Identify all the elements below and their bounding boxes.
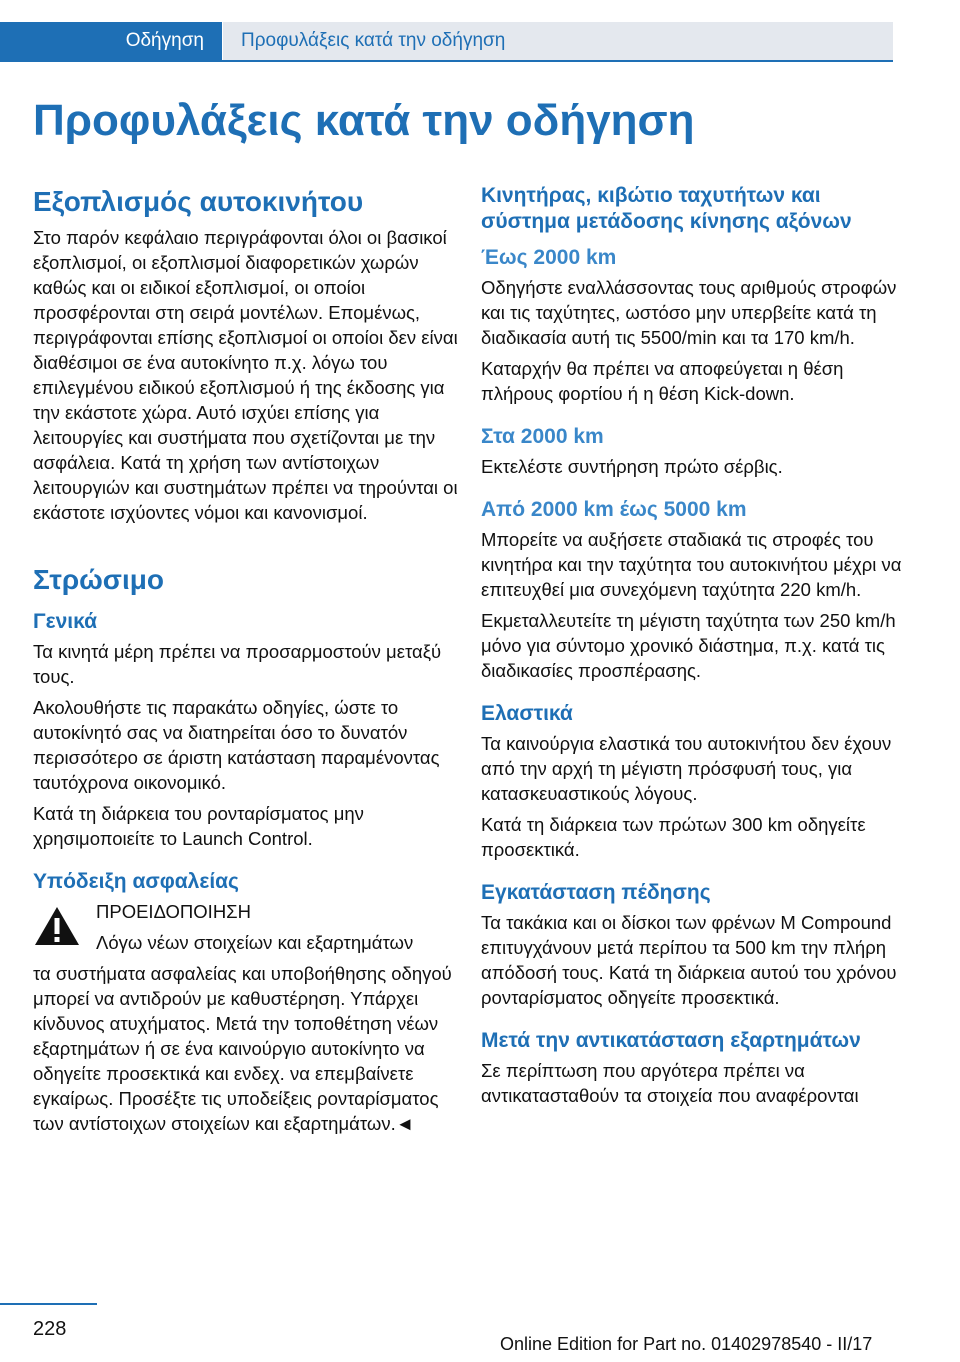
breakin-p3: Κατά τη διάρκεια του ρονταρίσματος μην χρησιμοποιείτε το Launch Control. — [33, 803, 364, 849]
warning-first-line: Λόγω νέων στοιχείων και εξαρτημάτων — [96, 932, 414, 953]
page-number: 228 — [33, 1318, 67, 1340]
breakin-heading: Στρώσιμο — [33, 564, 164, 595]
replacement-heading: Μετά την αντικατάσταση εξαρτημάτων — [481, 1029, 861, 1052]
tires-p2: Κατά τη διάρκεια των πρώτων 300 km οδηγείτε προσεκτικά. — [481, 814, 866, 860]
section-tabbar — [0, 22, 893, 60]
equipment-heading: Εξοπλισμός αυτοκινήτου — [33, 186, 364, 217]
engine-sub1: Έως 2000 km — [481, 246, 617, 269]
page-title: Προφυλάξεις κατά την οδήγηση — [33, 96, 695, 145]
tires-heading: Ελαστικά — [481, 702, 573, 725]
breakin-p1: Τα κινητά μέρη πρέπει να προσαρμοστούν μεταξύ τους. — [33, 641, 442, 687]
tab-chapter[interactable] — [0, 22, 222, 60]
right-column — [481, 183, 911, 1114]
equipment-text: Στο παρόν κεφάλαιο περιγράφονται όλοι οι βασικοί εξοπλισμοί, οι εξοπλισμοί διαφορετικών χωρών καθώς και οι ειδικοί εξοπλισμοί, οι οποίοι προσφέρονται στη σειρά μοντέλων. Επομένως, περιγράφονται επίσης εξοπλισμοί οι οποίοι δεν είναι διαθέσιμοι σε ένα αυτοκίνητο π.χ. λόγω του επιλεγμένου ειδικού εξοπλισμού ή της έκδοσης για την εκάστοτε χώρα. Αυτό ισχύει επίσης για λειτουργίες και συστήματα που σχετίζονται με την ασφάλεια. Κατά τη χρήση των αντίστοιχων λειτουργιών και συστημάτων πρέπει να τηρούνται οι εκάστοτε ισχύοντες νόμοι και κανονισμοί. — [33, 227, 458, 523]
header-rule — [0, 60, 893, 62]
engine-sub2-p1: Εκτελέστε συντήρηση πρώτο σέρβις. — [481, 456, 783, 477]
tires-p1: Τα καινούργια ελαστικά του αυτοκινήτου δεν έχουν από την αρχή τη μέγιστη πρόσφυσή τους, για κατασκευαστικούς λόγους. — [481, 733, 892, 804]
replacement-p1: Σε περίπτωση που αργότερα πρέπει να αντικατασταθούν τα στοιχεία που αναφέρονται — [481, 1060, 859, 1106]
warning-triangle-icon — [33, 905, 81, 947]
engine-sub2: Στα 2000 km — [481, 425, 604, 448]
breakin-p2: Ακολουθήστε τις παρακάτω οδηγίες, ώστε το αυτοκίνητό σας να διατηρείται όσο το δυνατόν περισσότερο σε άριστη κατάσταση παραμένοντας ταυτόχρονα οικονομικό. — [33, 697, 440, 793]
footer-rule — [0, 1303, 97, 1305]
left-column — [33, 185, 458, 1142]
tab-section-label: Προφυλάξεις κατά την οδήγηση — [241, 30, 506, 51]
engine-sub3: Από 2000 km έως 5000 km — [481, 498, 747, 521]
engine-sub3-p1: Μπορείτε να αυξήσετε σταδιακά τις στροφές του κινητήρα και την ταχύτητα του αυτοκινήτου μέχρι να επιτευχθεί μια συνεχόμενη ταχύτητα 220 km/h. — [481, 529, 902, 600]
brakes-p1: Τα τακάκια και οι δίσκοι των φρένων M Compound επιτυγχάνουν μετά περίπου τα 500 km την πλήρη απόδοσή τους. Κατά τη διάρκεια αυτού του χρόνου ρονταρίσματος οδηγείτε προσεκτικά. — [481, 912, 897, 1008]
edition-note: Online Edition for Part no. 01402978540 - II/17 — [500, 1334, 873, 1354]
general-heading: Γενικά — [33, 610, 98, 633]
brakes-heading: Εγκατάσταση πέδησης — [481, 881, 711, 904]
tab-section[interactable] — [223, 22, 893, 60]
tab-chapter-label: Οδήγηση — [125, 30, 204, 51]
warning-text: τα συστήματα ασφαλείας και υποβοήθησης οδηγού μπορεί να αντιδρούν με καθυστέρηση. Υπάρχει κίνδυνος ατυχήματος. Μετά την τοποθέτηση νέων εξαρτημάτων ή σε ένα καινούργιο αυτοκίνητο να οδηγείτε προσεκτικά και ενδεχ. να επεμβαίνετε εγκαίρως. Προσέξτε τις υποδείξεις ρονταρίσματος των αντίστοιχων στοιχείων και εξαρτημάτων.◄ — [33, 963, 452, 1134]
safety-heading: Υπόδειξη ασφαλείας — [33, 870, 239, 893]
engine-sub1-p2: Καταρχήν θα πρέπει να αποφεύγεται η θέση πλήρους φορτίου ή η θέση Kick-down. — [481, 358, 844, 404]
engine-sub1-p1: Οδηγήστε εναλλάσσοντας τους αριθμούς στροφών και τις ταχύτητες, ωστόσο μην υπερβείτε κατά τη διαδικασία αυτή τις 5500/min και τα 170 km/h. — [481, 277, 897, 348]
engine-sub3-p2: Εκμεταλλευτείτε τη μέγιστη ταχύτητα των 250 km/h μόνο για σύντομο χρονικό διάστημα, π.χ. κατά τις διαδικασίες προσπέρασης. — [481, 610, 896, 681]
warning-title: ΠΡΟΕΙΔΟΠΟΙΗΣΗ — [96, 901, 251, 922]
warning-box — [33, 899, 458, 1136]
engine-heading: Κινητήρας, κιβώτιο ταχυτήτων και σύστημα μετάδοσης κίνησης αξόνων — [481, 184, 852, 233]
